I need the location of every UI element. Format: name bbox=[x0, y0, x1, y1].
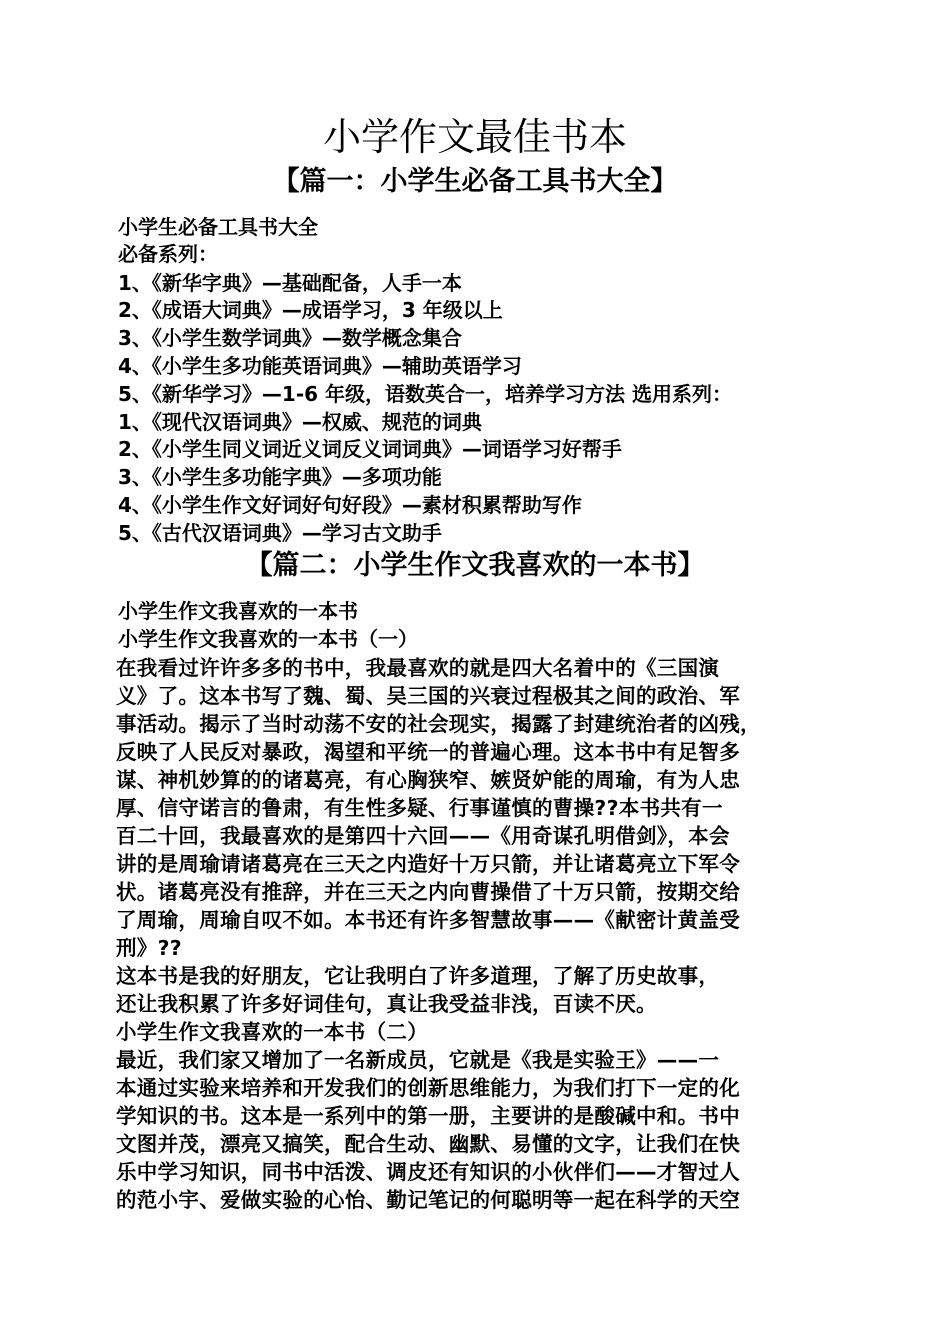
section2-line: 刑》?? bbox=[116, 936, 182, 960]
section2-line: 小学生作文我喜欢的一本书 bbox=[118, 599, 358, 623]
section2-line: 的范小宇、爱做实验的心怡、勤记笔记的何聪明等一起在科学的天空 bbox=[116, 1188, 740, 1212]
section1-line: 2、《成语大词典》—成语学习，3 年级以上 bbox=[118, 298, 503, 322]
section2-heading: 【篇二：小学生作文我喜欢的一本书】 bbox=[245, 550, 705, 581]
section1-heading: 【篇一：小学生必备工具书大全】 bbox=[272, 166, 678, 197]
section1-line: 4、《小学生作文好词好句好段》—素材积累帮助写作 bbox=[118, 493, 582, 517]
section1-line: 5、《古代汉语词典》—学习古文助手 bbox=[118, 521, 442, 545]
document-title: 小学作文最佳书本 bbox=[322, 115, 627, 159]
section2-line: 厚、信守诺言的鲁肃，有生性多疑、行事谨慎的曹操??本书共有一 bbox=[116, 796, 723, 820]
section2-line: 文图并茂，漂亮又搞笑，配合生动、幽默、易懂的文字，让我们在快 bbox=[116, 1132, 740, 1156]
section2-line: 小学生作文我喜欢的一本书（二） bbox=[116, 1020, 428, 1044]
section2-line: 事活动。揭示了当时动荡不安的社会现实，揭露了封建统治者的凶残， bbox=[116, 712, 761, 736]
section2-line: 这本书是我的好朋友，它让我明白了许多道理，了解了历史故事， bbox=[116, 964, 720, 988]
section2-line: 状。诸葛亮没有推辞，并在三天之内向曹操借了十万只箭，按期交给 bbox=[116, 880, 740, 904]
section1-line: 4、《小学生多功能英语词典》—辅助英语学习 bbox=[118, 354, 522, 378]
section2-line: 学知识的书。这本是一系列中的第一册，主要讲的是酸碱中和。书中 bbox=[116, 1104, 740, 1128]
section2-line: 乐中学习知识，同书中活泼、调皮还有知识的小伙伴们——才智过人 bbox=[116, 1160, 740, 1184]
section2-line: 还让我积累了许多好词佳句，真让我受益非浅，百读不厌。 bbox=[116, 992, 657, 1016]
section2-line: 最近，我们家又增加了一名新成员，它就是《我是实验王》——一 bbox=[116, 1048, 720, 1072]
section2-line: 在我看过许许多多的书中，我最喜欢的就是四大名着中的《三国演 bbox=[116, 656, 720, 680]
section1-line: 3、《小学生多功能字典》—多项功能 bbox=[118, 465, 442, 489]
section1-line: 3、《小学生数学词典》—数学概念集合 bbox=[118, 326, 462, 350]
section1-line: 1、《现代汉语词典》—权威、规范的词典 bbox=[118, 410, 482, 434]
section1-line: 2、《小学生同义词近义词反义词词典》—词语学习好帮手 bbox=[118, 437, 622, 461]
section2-line: 谋、神机妙算的的诸葛亮，有心胸狭窄、嫉贤妒能的周瑜，有为人忠 bbox=[116, 768, 740, 792]
section2-line: 本通过实验来培养和开发我们的创新思维能力，为我们打下一定的化 bbox=[116, 1076, 740, 1100]
section2-line: 讲的是周瑜请诸葛亮在三天之内造好十万只箭，并让诸葛亮立下军令 bbox=[116, 852, 740, 876]
section2-line: 义》了。这本书写了魏、蜀、吴三国的兴衰过程极其之间的政治、军 bbox=[116, 684, 740, 708]
section1-line: 5、《新华学习》—1-6 年级，语数英合一，培养学习方法 选用系列： bbox=[118, 382, 732, 406]
section2-line: 反映了人民反对暴政，渴望和平统一的普遍心理。这本书中有足智多 bbox=[116, 740, 740, 764]
section2-line: 百二十回，我最喜欢的是第四十六回——《用奇谋孔明借剑》，本会 bbox=[116, 824, 730, 848]
section1-line: 1、《新华字典》—基础配备，人手一本 bbox=[118, 271, 462, 295]
section1-line: 必备系列： bbox=[118, 242, 218, 266]
section2-line: 了周瑜，周瑜自叹不如。本书还有许多智慧故事——《献密计黄盖受 bbox=[116, 908, 740, 932]
section1-line: 小学生必备工具书大全 bbox=[118, 215, 318, 239]
section2-line: 小学生作文我喜欢的一本书（一） bbox=[118, 627, 418, 651]
